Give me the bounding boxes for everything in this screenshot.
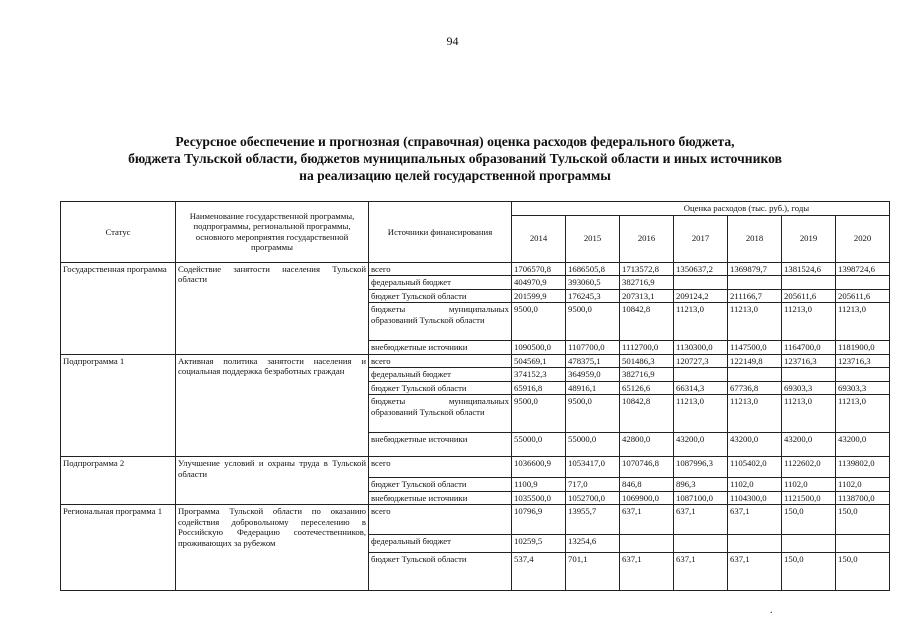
value-cell: 48916,1 xyxy=(566,381,620,395)
value-cell: 1070746,8 xyxy=(620,457,674,478)
value-cell: 11213,0 xyxy=(674,303,728,341)
value-cell: 1104300,0 xyxy=(728,491,782,505)
value-cell xyxy=(728,368,782,382)
value-cell: 501486,3 xyxy=(620,354,674,368)
table-row xyxy=(61,505,890,535)
value-cell: 69303,3 xyxy=(836,381,890,395)
footer-mark: . xyxy=(770,605,773,616)
value-cell: 701,1 xyxy=(566,553,620,591)
value-cell xyxy=(674,276,728,290)
value-cell: 1087100,0 xyxy=(674,491,728,505)
value-cell xyxy=(674,368,728,382)
value-cell: 1069900,0 xyxy=(620,491,674,505)
value-cell: 43200,0 xyxy=(782,433,836,457)
value-cell xyxy=(728,276,782,290)
value-cell: 201599,9 xyxy=(512,289,566,303)
value-cell: 1053417,0 xyxy=(566,457,620,478)
value-cell: 66314,3 xyxy=(674,381,728,395)
value-cell: 1130300,0 xyxy=(674,341,728,355)
value-cell: 150,0 xyxy=(782,505,836,535)
status-cell: Подпрограмма 2 xyxy=(61,457,176,505)
source-cell: бюджет Тульской области xyxy=(369,478,512,492)
value-cell: 123716,3 xyxy=(836,354,890,368)
value-cell: 55000,0 xyxy=(566,433,620,457)
value-cell: 43200,0 xyxy=(728,433,782,457)
value-cell: 896,3 xyxy=(674,478,728,492)
header-year: 2014 xyxy=(512,215,566,262)
value-cell: 9500,0 xyxy=(566,303,620,341)
source-cell: внебюджетные источники xyxy=(369,341,512,355)
value-cell: 9500,0 xyxy=(566,395,620,433)
status-cell: Региональная программа 1 xyxy=(61,505,176,591)
value-cell: 11213,0 xyxy=(728,395,782,433)
value-cell: 364959,0 xyxy=(566,368,620,382)
value-cell xyxy=(836,276,890,290)
value-cell: 1105402,0 xyxy=(728,457,782,478)
table-row xyxy=(61,457,890,478)
table-body xyxy=(61,262,890,591)
source-cell: всего xyxy=(369,354,512,368)
value-cell: 637,1 xyxy=(674,505,728,535)
program-name-cell: Активная политика занятости населения и социальная поддержка безработных граждан xyxy=(176,354,369,457)
page-number: 94 xyxy=(446,34,459,48)
value-cell: 211166,7 xyxy=(728,289,782,303)
value-cell: 11213,0 xyxy=(836,303,890,341)
title-line: Ресурсное обеспечение и прогнозная (справочная) оценка расходов федерального бюджета, xyxy=(175,134,735,149)
source-cell: всего xyxy=(369,457,512,478)
value-cell: 9500,0 xyxy=(512,395,566,433)
value-cell: 1087996,3 xyxy=(674,457,728,478)
value-cell: 637,1 xyxy=(620,505,674,535)
value-cell: 1090500,0 xyxy=(512,341,566,355)
program-name-cell: Программа Тульской области по оказанию содействия добровольному переселению в Российскую Федерацию соотечественников, проживающих за рубежом xyxy=(176,505,369,591)
value-cell: 717,0 xyxy=(566,478,620,492)
value-cell: 43200,0 xyxy=(674,433,728,457)
value-cell: 1147500,0 xyxy=(728,341,782,355)
value-cell: 382716,9 xyxy=(620,276,674,290)
source-cell: внебюджетные источники xyxy=(369,491,512,505)
source-cell: всего xyxy=(369,262,512,276)
value-cell: 150,0 xyxy=(782,553,836,591)
value-cell: 65916,8 xyxy=(512,381,566,395)
value-cell xyxy=(836,368,890,382)
table-row xyxy=(61,262,890,276)
value-cell xyxy=(728,535,782,553)
source-cell: всего xyxy=(369,505,512,535)
status-cell: Подпрограмма 1 xyxy=(61,354,176,457)
header-year: 2019 xyxy=(782,215,836,262)
source-cell: бюджет Тульской области xyxy=(369,381,512,395)
source-cell: внебюджетные источники xyxy=(369,433,512,457)
source-cell: федеральный бюджет xyxy=(369,368,512,382)
value-cell: 55000,0 xyxy=(512,433,566,457)
value-cell: 10259,5 xyxy=(512,535,566,553)
value-cell xyxy=(674,535,728,553)
value-cell: 1035500,0 xyxy=(512,491,566,505)
header-name: Наименование государственной программы, подпрограммы, региональной программы, основного мероприятия государственной программы xyxy=(176,202,369,263)
value-cell: 11213,0 xyxy=(782,303,836,341)
source-cell: бюджет Тульской области xyxy=(369,289,512,303)
title-line: бюджета Тульской области, бюджетов муниципальных образований Тульской области и иных источников xyxy=(128,151,782,166)
value-cell xyxy=(620,535,674,553)
value-cell: 1381524,6 xyxy=(782,262,836,276)
value-cell: 1102,0 xyxy=(782,478,836,492)
header-year: 2020 xyxy=(836,215,890,262)
value-cell: 374152,3 xyxy=(512,368,566,382)
header-year: 2018 xyxy=(728,215,782,262)
value-cell xyxy=(782,368,836,382)
value-cell: 150,0 xyxy=(836,553,890,591)
header-year: 2016 xyxy=(620,215,674,262)
value-cell: 150,0 xyxy=(836,505,890,535)
value-cell: 10796,9 xyxy=(512,505,566,535)
value-cell: 13955,7 xyxy=(566,505,620,535)
value-cell: 382716,9 xyxy=(620,368,674,382)
value-cell: 69303,3 xyxy=(782,381,836,395)
value-cell: 1107700,0 xyxy=(566,341,620,355)
value-cell: 504569,1 xyxy=(512,354,566,368)
value-cell: 1121500,0 xyxy=(782,491,836,505)
source-cell: бюджеты муниципальных образований Тульской области xyxy=(369,395,512,433)
value-cell: 67736,8 xyxy=(728,381,782,395)
header-estimate: Оценка расходов (тыс. руб.), годы xyxy=(512,202,890,216)
value-cell: 1102,0 xyxy=(836,478,890,492)
value-cell xyxy=(782,535,836,553)
value-cell: 637,1 xyxy=(728,505,782,535)
value-cell: 1713572,8 xyxy=(620,262,674,276)
title-line: на реализацию целей государственной программы xyxy=(299,168,611,183)
value-cell: 1052700,0 xyxy=(566,491,620,505)
value-cell: 1112700,0 xyxy=(620,341,674,355)
value-cell: 478375,1 xyxy=(566,354,620,368)
value-cell: 1398724,6 xyxy=(836,262,890,276)
value-cell: 42800,0 xyxy=(620,433,674,457)
value-cell: 1102,0 xyxy=(728,478,782,492)
table-row xyxy=(61,354,890,368)
value-cell: 1369879,7 xyxy=(728,262,782,276)
value-cell: 1706570,8 xyxy=(512,262,566,276)
value-cell: 1350637,2 xyxy=(674,262,728,276)
value-cell: 11213,0 xyxy=(782,395,836,433)
value-cell: 205611,6 xyxy=(782,289,836,303)
value-cell: 1122602,0 xyxy=(782,457,836,478)
value-cell: 637,1 xyxy=(728,553,782,591)
source-cell: бюджет Тульской области xyxy=(369,553,512,591)
value-cell: 1164700,0 xyxy=(782,341,836,355)
value-cell: 11213,0 xyxy=(836,395,890,433)
value-cell: 404970,9 xyxy=(512,276,566,290)
value-cell: 122149,8 xyxy=(728,354,782,368)
header-source: Источники финансирования xyxy=(369,202,512,263)
value-cell: 537,4 xyxy=(512,553,566,591)
value-cell: 123716,3 xyxy=(782,354,836,368)
header-status: Статус xyxy=(61,202,176,263)
value-cell: 1100,9 xyxy=(512,478,566,492)
value-cell: 43200,0 xyxy=(836,433,890,457)
value-cell: 10842,8 xyxy=(620,303,674,341)
document-title xyxy=(60,133,850,184)
value-cell xyxy=(782,276,836,290)
program-name-cell: Содействие занятости населения Тульской области xyxy=(176,262,369,354)
value-cell: 637,1 xyxy=(620,553,674,591)
value-cell xyxy=(836,535,890,553)
value-cell: 10842,8 xyxy=(620,395,674,433)
value-cell: 846,8 xyxy=(620,478,674,492)
source-cell: бюджеты муниципальных образований Тульской области xyxy=(369,303,512,341)
budget-table xyxy=(60,201,890,591)
source-cell: федеральный бюджет xyxy=(369,535,512,553)
header-year: 2015 xyxy=(566,215,620,262)
header-year: 2017 xyxy=(674,215,728,262)
value-cell: 209124,2 xyxy=(674,289,728,303)
value-cell: 11213,0 xyxy=(674,395,728,433)
value-cell: 176245,3 xyxy=(566,289,620,303)
value-cell: 1686505,8 xyxy=(566,262,620,276)
status-cell: Государственная программа xyxy=(61,262,176,354)
value-cell: 65126,6 xyxy=(620,381,674,395)
value-cell: 1036600,9 xyxy=(512,457,566,478)
program-name-cell: Улучшение условий и охраны труда в Тульской области xyxy=(176,457,369,505)
source-cell: федеральный бюджет xyxy=(369,276,512,290)
value-cell: 120727,3 xyxy=(674,354,728,368)
value-cell: 11213,0 xyxy=(728,303,782,341)
value-cell: 393060,5 xyxy=(566,276,620,290)
value-cell: 1181900,0 xyxy=(836,341,890,355)
value-cell: 13254,6 xyxy=(566,535,620,553)
value-cell: 1139802,0 xyxy=(836,457,890,478)
value-cell: 207313,1 xyxy=(620,289,674,303)
value-cell: 9500,0 xyxy=(512,303,566,341)
value-cell: 1138700,0 xyxy=(836,491,890,505)
value-cell: 205611,6 xyxy=(836,289,890,303)
value-cell: 637,1 xyxy=(674,553,728,591)
